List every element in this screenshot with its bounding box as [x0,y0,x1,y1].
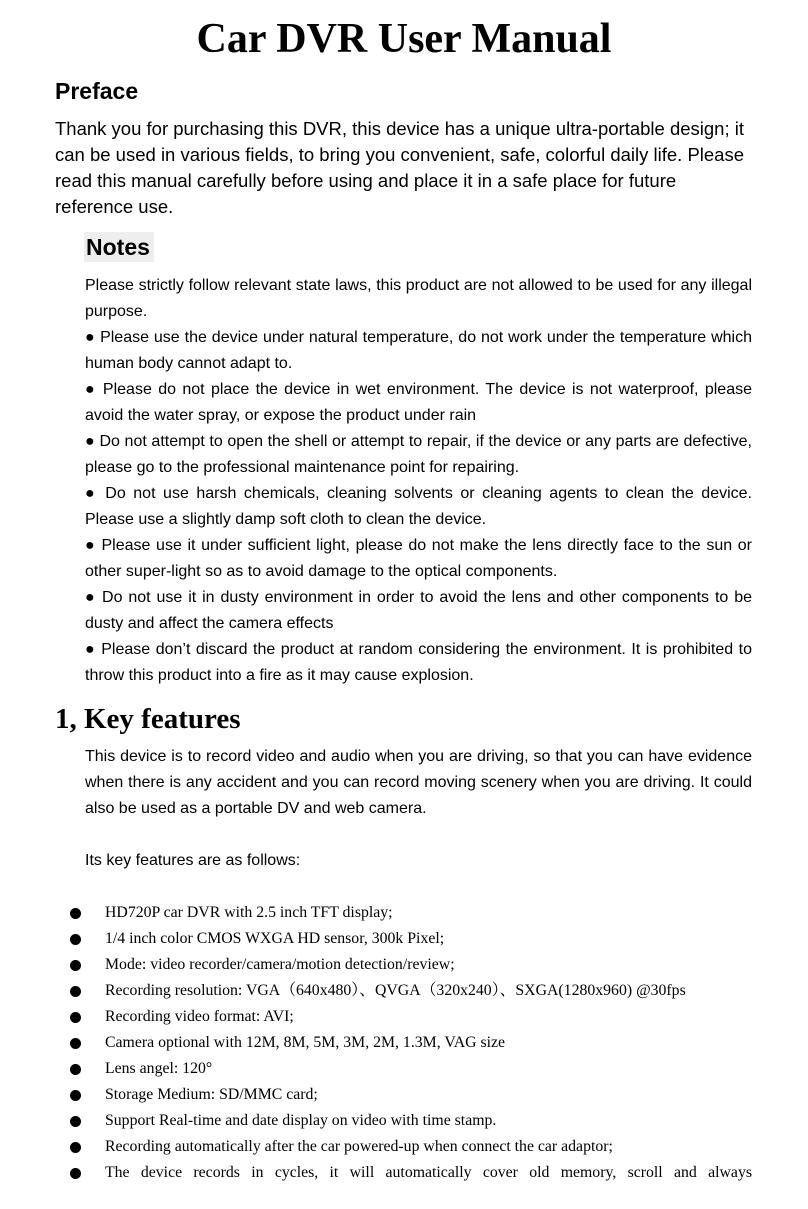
feature-item [0,1004,808,1030]
bullet-icon [70,1038,81,1049]
note-item: ● Please use the device under natural temperature, do not work under the temperature which human body cannot adapt to. [85,329,752,372]
feature-item [0,1160,808,1186]
feature-item [0,1056,808,1082]
feature-text: Lens angel: 120° [105,1060,213,1077]
bullet-icon [70,1064,81,1075]
bullet-icon [70,1090,81,1101]
bullet-icon [70,960,81,971]
feature-item [0,900,808,926]
bullet-icon [70,986,81,997]
feature-item [0,1082,808,1108]
note-item: Please strictly follow relevant state laws, this product are not allowed to be used for any illegal purpose. [85,277,752,320]
note-item: ● Please don’t discard the product at random considering the environment. It is prohibited to throw this product into a fire as it may cause explosion. [85,641,752,684]
feature-text: 1/4 inch color CMOS WXGA HD sensor, 300k Pixel; [105,930,445,947]
feature-item [0,926,808,952]
bullet-icon [70,1168,81,1179]
note-item: ● Do not use harsh chemicals, cleaning solvents or cleaning agents to clean the device. Please use a slightly damp soft cloth to clean the device. [85,485,752,528]
feature-item [0,1134,808,1160]
feature-text: The device records in cycles, it will automatically cover old memory, scroll and always [105,1164,752,1181]
feature-text: Support Real-time and date display on video with time stamp. [105,1112,497,1129]
feature-item [0,952,808,978]
feature-text: HD720P car DVR with 2.5 inch TFT display; [105,904,393,921]
preface-heading: Preface [55,78,139,104]
feature-text: Camera optional with 12M, 8M, 5M, 3M, 2M, 1.3M, VAG size [105,1034,506,1051]
preface-paragraph: Thank you for purchasing this DVR, this device has a unique ultra-portable design; it can be used in various fields, to bring you convenient, safe, colorful daily life. Please read this manual carefully before using and place it in a safe place for future reference use. [55,118,745,217]
notes-list [85,273,752,689]
bullet-icon [70,934,81,945]
bullet-icon [70,1116,81,1127]
feature-text: Mode: video recorder/camera/motion detection/review; [105,956,455,973]
note-item: ● Please do not place the device in wet environment. The device is not waterproof, please avoid the water spray, or expose the product under rain [85,381,752,424]
feature-item [0,1108,808,1134]
key-features-heading: 1, Key features [55,703,241,735]
feature-text: Storage Medium: SD/MMC card; [105,1086,318,1103]
feature-text: Recording resolution: VGA（640x480）、QVGA（320x240）、SXGA(1280x960) @30fps [105,982,686,999]
bullet-icon [70,1012,81,1023]
note-item: ● Do not use it in dusty environment in order to avoid the lens and other components to be dusty and affect the camera effects [85,589,752,632]
feature-text: Recording video format: AVI; [105,1008,294,1025]
bullet-icon [70,1142,81,1153]
feature-item [0,1030,808,1056]
feature-list [0,900,808,1186]
note-item: ● Do not attempt to open the shell or attempt to repair, if the device or any parts are defective, please go to the professional maintenance point for repairing. [85,433,752,476]
bullet-icon [70,908,81,919]
feature-text: Recording automatically after the car powered-up when connect the car adaptor; [105,1138,613,1155]
feature-item [0,978,808,1004]
note-item: ● Please use it under sufficient light, please do not make the lens directly face to the sun or other super-light so as to avoid damage to the optical components. [85,537,752,580]
key-features-intro: This device is to record video and audio when you are driving, so that you can have evidence when there is any accident and you can record moving scenery when you are driving. It could also be used as a portable DV and web camera. [85,748,752,817]
key-features-lead: Its key features are as follows: [85,852,301,869]
notes-heading: Notes [84,232,154,262]
document-title: Car DVR User Manual [196,16,612,62]
